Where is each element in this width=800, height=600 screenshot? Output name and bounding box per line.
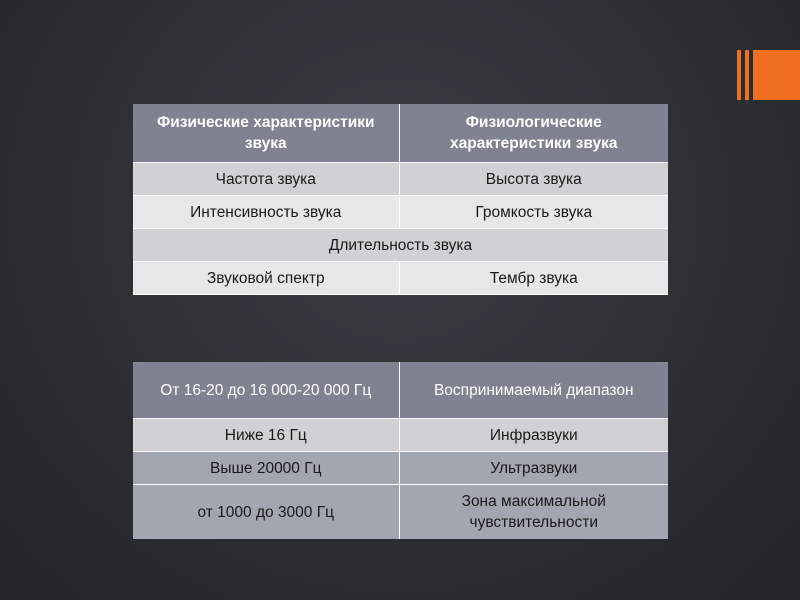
table-cell: Выше 20000 Гц	[133, 452, 399, 485]
table-cell: Зона максимальной чувствительности	[399, 485, 668, 540]
sound-characteristics-table	[133, 104, 668, 295]
table-cell: Ультразвуки	[399, 452, 668, 485]
table-cell: Звуковой спектр	[133, 262, 399, 295]
table-row	[133, 452, 668, 485]
accent-bar-1	[737, 50, 741, 100]
frequency-ranges-table	[133, 362, 668, 539]
accent-bar-2	[745, 50, 749, 100]
table-cell: Высота звука	[399, 163, 668, 196]
table-cell: Частота звука	[133, 163, 399, 196]
table-cell: Громкость звука	[399, 196, 668, 229]
table-cell: Тембр звука	[399, 262, 668, 295]
table-row	[133, 419, 668, 452]
table-cell: Интенсивность звука	[133, 196, 399, 229]
table-cell: От 16-20 до 16 000-20 000 Гц	[133, 362, 399, 419]
table-row	[133, 229, 668, 262]
table-cell: Воспринимаемый диапазон	[399, 362, 668, 419]
table-row	[133, 362, 668, 419]
table-cell: от 1000 до 3000 Гц	[133, 485, 399, 540]
header-physical: Физические характеристики звука	[133, 104, 399, 163]
table-header-row	[133, 104, 668, 163]
accent-block	[753, 50, 800, 100]
header-physiological: Физиологические характеристики звука	[399, 104, 668, 163]
table-row	[133, 163, 668, 196]
table-cell: Инфразвуки	[399, 419, 668, 452]
table-cell: Ниже 16 Гц	[133, 419, 399, 452]
table-row	[133, 485, 668, 540]
table-cell-merged: Длительность звука	[133, 229, 668, 262]
table-row	[133, 196, 668, 229]
table-row	[133, 262, 668, 295]
